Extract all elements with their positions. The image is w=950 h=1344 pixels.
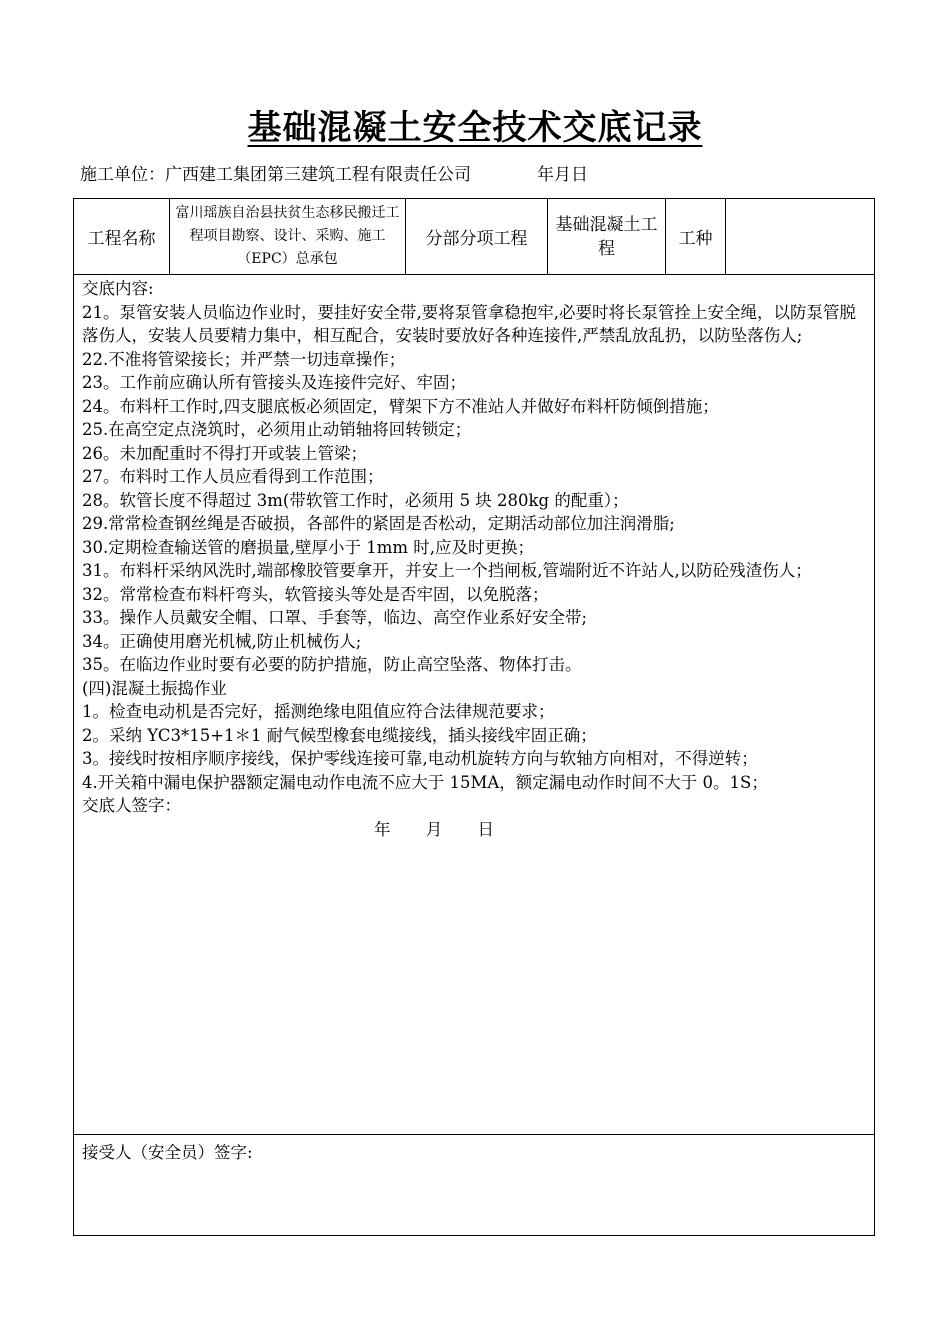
sign-date-day: 日	[477, 819, 494, 839]
content-line: 32。常常检查布料杆弯头，软管接头等处是否牢固，以免脱落；	[82, 584, 549, 604]
disclosure-content	[74, 275, 874, 1135]
record-table	[73, 198, 875, 1236]
page-title: 基础混凝土安全技术交底记录	[247, 108, 703, 148]
sign-date	[82, 818, 868, 842]
content-line: 21。泵管安装人员临边作业时，要挂好安全带,要将泵管拿稳抱牢,必要时将长泵管拴上安全绳，以防泵管脱落伤人，安装人员要精力集中，相互配合，安装时要放好各种连接件,严禁乱放乱扔，以防坠落伤人;	[82, 302, 856, 345]
content-line: 4.开关箱中漏电保护器额定漏电动作电流不应大于 15MA，额定漏电动作时间不大于 0。1S；	[82, 772, 768, 792]
content-line: 23。工作前应确认所有管接头及连接件完好、牢固；	[82, 373, 466, 392]
work-type-label: 工种	[666, 199, 726, 274]
construction-unit: 施工单位：广西建工集团第三建筑工程有限责任公司	[80, 165, 471, 185]
project-name-value: 富川瑶族自治县扶贫生态移民搬迁工程项目勘察、设计、采购、施工（EPC）总承包	[170, 199, 406, 274]
receiver-signature-label: 接受人（安全员）签字:	[82, 1143, 253, 1162]
content-line: 24。布料杆工作时,四支腿底板必须固定，臂架下方不准站人并做好布料杆防倾倒措施；	[82, 396, 719, 416]
sign-date-year: 年	[374, 819, 391, 839]
subproject-label: 分部分项工程	[406, 199, 548, 274]
subproject-value: 基础混凝土工程	[548, 199, 666, 274]
content-heading: 交底内容:	[82, 279, 154, 298]
project-name-label: 工程名称	[74, 199, 170, 274]
header-date: 年月日	[537, 165, 588, 185]
content-line: 33。操作人员戴安全帽、口罩、手套等，临边、高空作业系好安全带;	[82, 608, 588, 627]
table-header-row	[74, 199, 874, 275]
content-line: 2。采纳 YC3*15+1＊1 耐气候型橡套电缆接线，插头接线牢固正确；	[82, 725, 597, 745]
content-line: 29.常常检查钢丝绳是否破损，各部件的紧固是否松动，定期活动部位加注润滑脂;	[82, 514, 675, 533]
content-line: 22.不准将管梁接长；并严禁一切违章操作；	[82, 349, 406, 369]
signer-label: 交底人签字：	[82, 796, 181, 815]
content-line: (四)混凝土振捣作业	[82, 678, 227, 698]
content-line: 27。布料时工作人员应看得到工作范围；	[82, 467, 384, 486]
content-line: 35。在临边作业时要有必要的防护措施，防止高空坠落、物体打击。	[82, 655, 582, 674]
content-line: 1。检查电动机是否完好，摇测绝缘电阻值应符合法律规范要求；	[82, 702, 555, 721]
content-line: 25.在高空定点浇筑时，必须用止动销轴将回转锁定；	[82, 420, 472, 439]
work-type-value	[726, 199, 876, 274]
content-line: 30.定期检查输送管的磨损量,壁厚小于 1mm 时,应及时更换；	[82, 537, 535, 557]
content-line: 3。接线时按相序顺序接线，保护零线连接可靠,电动机旋转方向与软轴方向相对，不得逆转；	[82, 749, 758, 768]
content-line: 31。布料杆采纳风洗时,端部橡胶管要拿开，并安上一个挡闸板,管端附近不许站人,以防砼残渣伤人；	[82, 561, 812, 580]
sign-date-month: 月	[425, 819, 443, 839]
content-line: 34。正确使用磨光机械,防止机械伤人;	[82, 631, 362, 651]
construction-unit-line	[80, 160, 588, 185]
content-line: 28。软管长度不得超过 3m(带软管工作时，必须用 5 块 280kg 的配重）；	[82, 490, 629, 510]
content-line: 26。未加配重时不得打开或装上管梁；	[82, 443, 367, 463]
